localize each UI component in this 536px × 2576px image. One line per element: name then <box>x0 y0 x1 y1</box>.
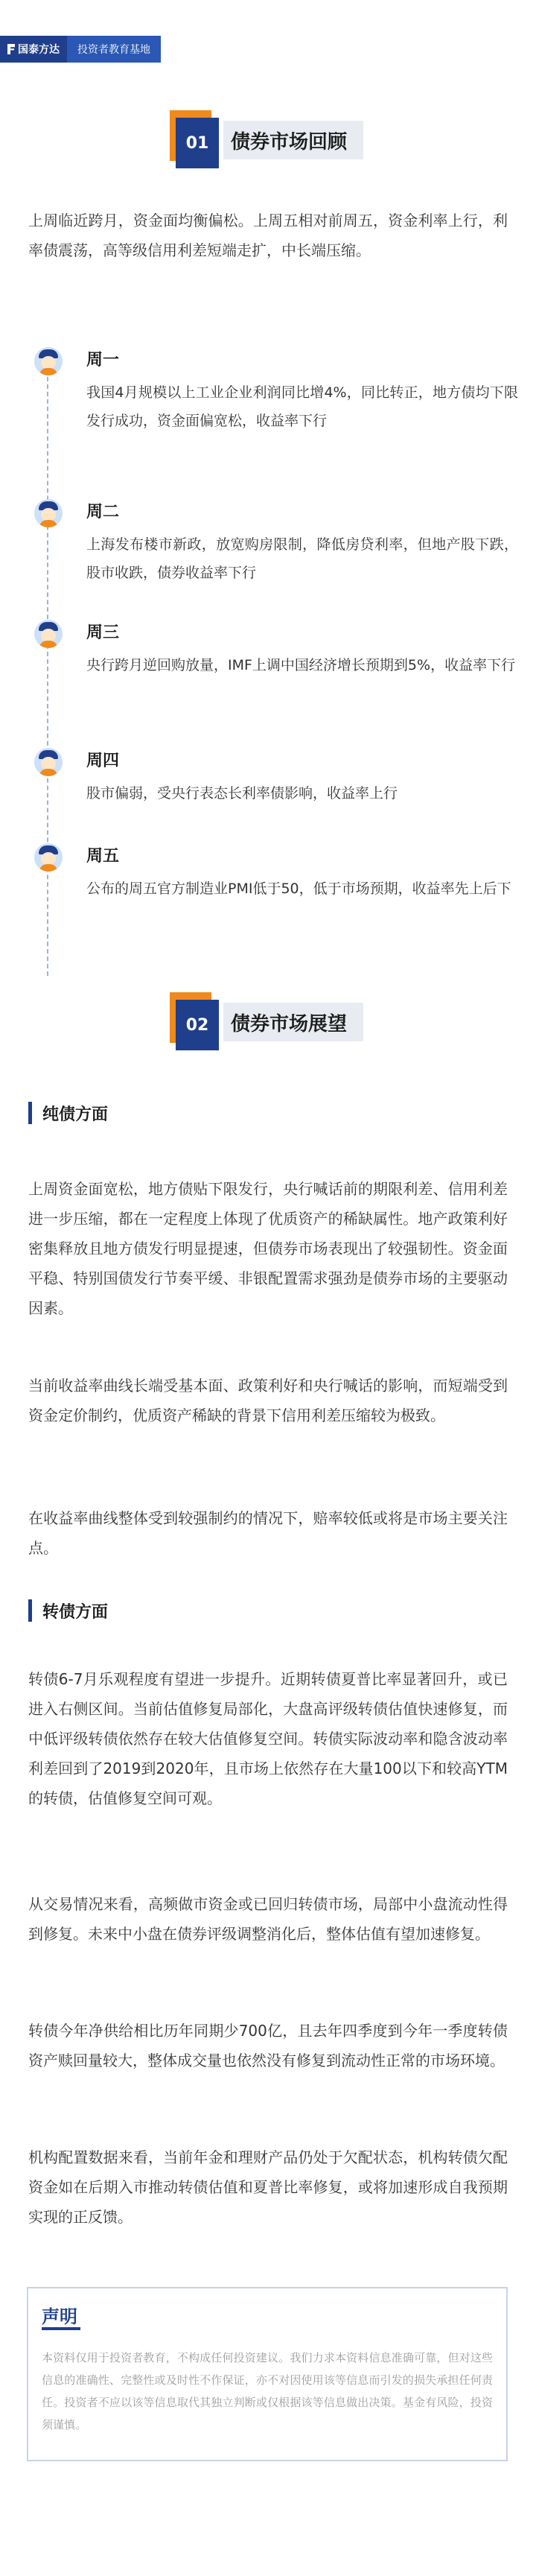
brand-logo <box>0 36 67 63</box>
timeline-day: 周二 <box>86 503 120 521</box>
section-number-badge <box>170 992 219 1050</box>
weekday-timeline <box>39 347 518 976</box>
timeline-text: 我国4月规模以上工业企业利润同比增4%，同比转正，地方债均下限发行成功，资金面偏宽松，收益率下行 <box>86 384 518 429</box>
convertible-paragraph-3: 转债今年净供给相比历年同期少700亿，且去年四季度到今年一季度转债资产赎回量较大，整体成交量也依然没有修复到流动性正常的市场环境。 <box>28 2022 508 2069</box>
convertible-paragraph-4: 机构配置数据来看，当前年金和理财产品仍处于欠配状态，机构转债欠配资金如在后期入市推动转债估值和夏普比率修复，或将加速形成自我预期实现的正反馈。 <box>28 2148 508 2226</box>
avatar-icon <box>34 499 63 527</box>
intro-paragraph: 上周临近跨月，资金面均衡偏松。上周五相对前周五，资金利率上行，利率债震荡，高等级信用利差短端走扩，中长端压缩。 <box>28 212 508 259</box>
timeline-day: 周四 <box>86 752 120 770</box>
section-title: 债券市场回顾 <box>223 121 363 159</box>
timeline-text: 央行跨月逆回购放量，IMF上调中国经济增长预期到5%，收益率下行 <box>86 657 516 673</box>
subheading-convertible <box>28 1599 108 1622</box>
disclaimer-text: 本资料仅用于投资者教育，不构成任何投资建议。我们力求本资料信息准确可靠，但对这些信息的准确性、完整性或及时性不作保证，亦不对因使用该等信息而引发的损失承担任何责任。投资者不应以该等信息取代其独立判断或仅根据该等信息做出决策。基金有风险，投资须谨慎。 <box>42 2351 493 2431</box>
timeline-text: 公布的周五官方制造业PMI低于50，低于市场预期，收益率先上后下 <box>86 881 511 897</box>
logo-icon <box>7 44 15 54</box>
timeline-day: 周一 <box>86 351 120 369</box>
brand-subtitle: 投资者教育基地 <box>67 36 161 63</box>
subheading-pure-bond <box>28 1101 108 1125</box>
timeline-text: 上海发布楼市新政，放宽购房限制，降低房贷利率，但地产股下跌，股市收跌，债券收益率下行 <box>86 536 518 581</box>
timeline-text: 股市偏弱，受央行表态长利率债影响，收益率上行 <box>86 785 398 802</box>
timeline-day: 周五 <box>86 847 120 866</box>
subheading-label: 纯债方面 <box>42 1105 109 1124</box>
avatar-icon <box>34 347 63 375</box>
section-number: 02 <box>176 1000 219 1050</box>
pure-bond-paragraph-2: 当前收益率曲线长端受基本面、政策利好和央行喊话的影响，而短端受到资金定价制约，优质资产稀缺的背景下信用利差压缩较为极致。 <box>28 1377 508 1424</box>
pure-bond-paragraph-3: 在收益率曲线整体受到较强制约的情况下，赔率较低或将是市场主要关注点。 <box>28 1509 508 1557</box>
section-header-review <box>0 110 536 170</box>
brand-bar <box>0 36 161 63</box>
convertible-paragraph-2: 从交易情况来看，高频做市资金或已回归转债市场，局部中小盘流动性得到修复。未来中小盘在债券评级调整消化后，整体估值有望加速修复。 <box>28 1895 508 1943</box>
heading-bar <box>28 1102 32 1124</box>
section-title: 债券市场展望 <box>223 1003 363 1041</box>
brand-logo-text: 国泰方达 <box>18 44 60 56</box>
section-header-outlook <box>0 992 536 1052</box>
avatar-icon <box>34 843 63 872</box>
section-number: 01 <box>176 118 219 168</box>
timeline-day: 周三 <box>86 624 120 642</box>
avatar-icon <box>34 620 63 648</box>
disclaimer-underline <box>42 2327 80 2330</box>
disclaimer-title: 声明 <box>42 2306 77 2327</box>
convertible-paragraph-1: 转债6-7月乐观程度有望进一步提升。近期转债夏普比率显著回升，或已进入右侧区间。当前估值修复局部化，大盘高评级转债估值快速修复，而中低评级转债依然存在较大估值修复空间。转债实际波动率和隐含波动率利差回到了2019到2020年，且市场上依然存在大量100以下和较高YTM的转债，估值修复空间可观。 <box>28 1670 508 1807</box>
timeline-line <box>47 347 48 976</box>
heading-bar <box>28 1599 32 1622</box>
disclaimer-box <box>27 2287 508 2461</box>
avatar-icon <box>34 748 63 776</box>
section-number-badge <box>170 110 219 168</box>
subheading-label: 转债方面 <box>42 1602 109 1622</box>
pure-bond-paragraph-1: 上周资金面宽松，地方债贴下限发行，央行喊话前的期限利差、信用利差进一步压缩，都在一定程度上体现了优质资产的稀缺属性。地产政策利好密集释放且地方债发行明显提速，但债券市场表现出了较强韧性。资金面平稳、特别国债发行节奏平缓、非银配置需求强劲是债券市场的主要驱动因素。 <box>28 1180 508 1317</box>
